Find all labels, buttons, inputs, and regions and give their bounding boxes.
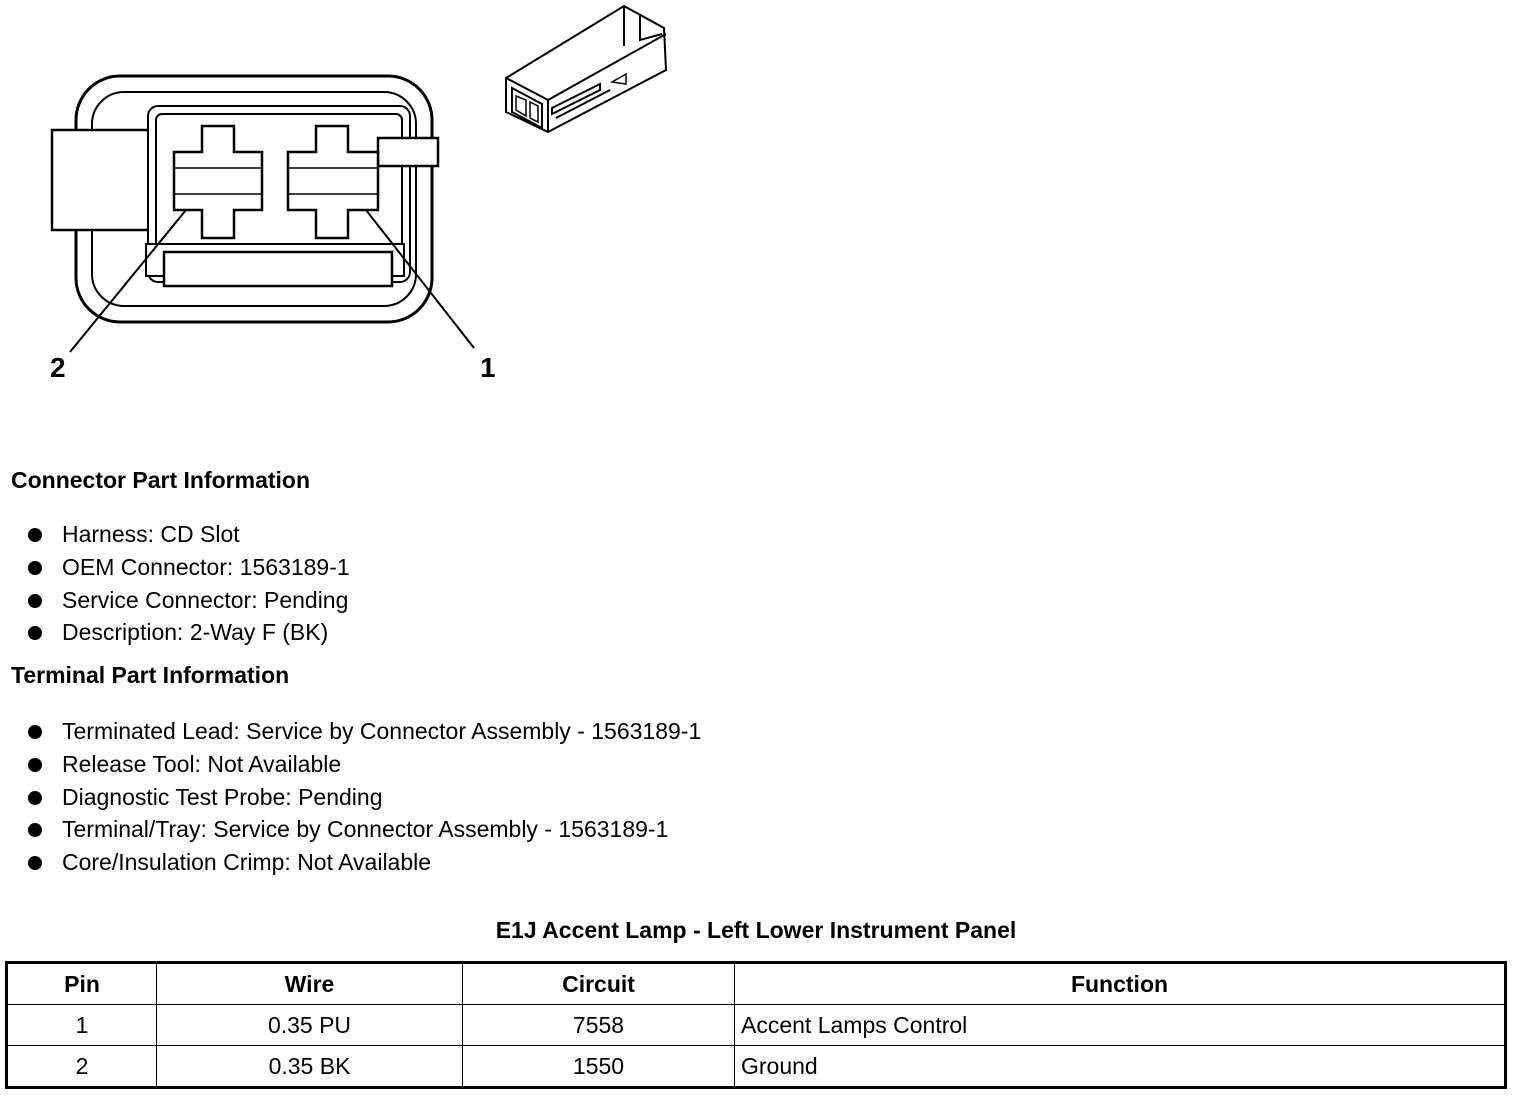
table-row	[7, 1005, 1506, 1046]
bullet-icon	[28, 823, 42, 837]
latch-tab-left	[52, 130, 152, 230]
list-item: Terminal/Tray: Service by Connector Assembly - 1563189-1	[28, 813, 701, 846]
bullet-icon	[28, 856, 42, 870]
bottom-key	[164, 252, 392, 286]
table-header-row	[7, 963, 1506, 1005]
cell-pin: 2	[7, 1046, 157, 1088]
bullet-icon	[28, 561, 42, 575]
cell-wire: 0.35 BK	[157, 1046, 463, 1088]
latch-tab-right	[378, 138, 438, 166]
header-function: Function	[735, 963, 1506, 1005]
cell-circuit: 7558	[463, 1005, 735, 1046]
cell-pin: 1	[7, 1005, 157, 1046]
cell-function: Accent Lamps Control	[735, 1005, 1506, 1046]
list-item: Terminated Lead: Service by Connector Assembly - 1563189-1	[28, 715, 701, 748]
list-item: Service Connector: Pending	[28, 584, 350, 617]
list-item: Release Tool: Not Available	[28, 748, 701, 781]
bullet-icon	[28, 758, 42, 772]
bullet-icon	[28, 594, 42, 608]
connector-diagram	[0, 0, 720, 400]
header-pin: Pin	[7, 963, 157, 1005]
connector-3d-view	[506, 6, 666, 132]
terminal-part-information-heading: Terminal Part Information	[11, 662, 290, 688]
terminal-part-information-list	[28, 715, 701, 879]
list-item: OEM Connector: 1563189-1	[28, 551, 350, 584]
bullet-icon	[28, 528, 42, 542]
cell-circuit: 1550	[463, 1046, 735, 1088]
bullet-icon	[28, 791, 42, 805]
pin-1-label: 1	[480, 352, 496, 383]
pin-2-label: 2	[50, 352, 66, 383]
pin-table-title: E1J Accent Lamp - Left Lower Instrument Panel	[495, 917, 1017, 943]
list-item: Description: 2-Way F (BK)	[28, 616, 350, 649]
cell-function: Ground	[735, 1046, 1506, 1088]
header-wire: Wire	[157, 963, 463, 1005]
list-item: Harness: CD Slot	[28, 518, 350, 551]
connector-part-information-list	[28, 518, 350, 649]
list-item: Diagnostic Test Probe: Pending	[28, 781, 701, 814]
list-item: Core/Insulation Crimp: Not Available	[28, 846, 701, 879]
bullet-icon	[28, 725, 42, 739]
header-circuit: Circuit	[463, 963, 735, 1005]
bullet-icon	[28, 626, 42, 640]
table-row	[7, 1046, 1506, 1088]
cell-wire: 0.35 PU	[157, 1005, 463, 1046]
connector-part-information-heading: Connector Part Information	[11, 467, 311, 493]
pin-table	[5, 961, 1507, 1089]
